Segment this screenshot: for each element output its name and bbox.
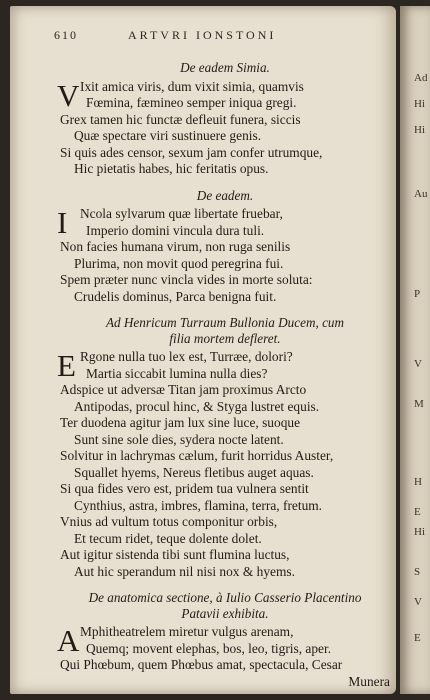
verse-line: Vnius ad vultum totus componitur orbis, (60, 514, 278, 529)
poem-title-line: Ad Henricum Turraum Bullonia Ducem, cum (105, 315, 345, 330)
poem-title-line: De eadem. (196, 187, 254, 203)
adjacent-page-fragment: E (414, 506, 421, 518)
poem-title-line: De eadem Simia. (180, 60, 270, 75)
verse-line: Sunt sine sole dies, sydera nocte latent. (74, 431, 284, 447)
verse-line: Quemq; movent elephas, bos, leo, tigris, aper. (86, 640, 332, 656)
verse-line: Crudelis dominus, Parca benigna fuit. (74, 288, 277, 304)
adjacent-page-fragment: M (414, 398, 424, 410)
drop-cap: A (57, 623, 80, 658)
verse-line: Et tecum ridet, teque dolente dolet. (74, 530, 262, 546)
drop-cap: I (57, 205, 68, 240)
verse-line: Martia siccabit lumina nulla dies? (86, 365, 268, 381)
verse-line: Si qua fides vero est, pridem tua vulnera sentit (60, 481, 309, 496)
poem-title-line: Patavii exhibita. (181, 606, 269, 621)
adjacent-page-fragment: Au (414, 188, 428, 200)
adjacent-page-fragment: V (414, 358, 422, 370)
verse-line: Si quis ades censor, sexum jam confer utrumque, (60, 144, 323, 160)
verse-line: Grex tamen hic functæ defleuit funera, siccis (60, 111, 301, 127)
verse-line: Antipodas, procul hinc, & Styga lustret equis. (74, 398, 320, 414)
adjacent-page-fragment: H (414, 476, 422, 488)
verse-line: Aut igitur sistenda tibi sunt flumina luctus, (60, 547, 290, 562)
page-number: 610 (54, 28, 78, 42)
verse-line: Fœmina, fæmineo semper iniqua gregi. (86, 95, 297, 110)
poem-title-line: De anatomica sectione, à Iulio Casserio Placentino (88, 590, 362, 605)
adjacent-page-fragment: Hi (414, 526, 425, 538)
adjacent-page-fragment: E (414, 632, 421, 644)
adjacent-page-fragment: P (414, 288, 421, 300)
verse-line: Quæ spectare viri sustinuere genis. (74, 128, 262, 143)
verse-line: Munera (348, 673, 390, 689)
poem (57, 348, 390, 580)
verse-line: Plurima, non movit quod peregrina fui. (74, 255, 284, 271)
verse-line: Rgone nulla tuo lex est, Turræe, dolori? (80, 349, 293, 364)
verse-line: Ixit amica viris, dum vixit simia, quamvis (80, 78, 304, 94)
verse-line: Hic pietatis habes, hic feritatis opus. (74, 161, 269, 176)
poem-title (60, 60, 390, 77)
poem-title (60, 315, 390, 347)
poem-title-line: filia mortem defleret. (169, 331, 281, 346)
drop-cap: V (57, 77, 80, 113)
page-text-body (57, 60, 390, 700)
poem-title (60, 590, 390, 622)
running-header (54, 28, 384, 46)
verse-line: Ter duodena agitur jam lux sine luce, suoque (60, 415, 301, 430)
verse-line: Qui Phœbum, quem Phœbus amat, spectacula, Cesar (60, 657, 343, 672)
adjacent-page-edge (400, 6, 430, 694)
adjacent-page-fragment: Hi (414, 124, 425, 136)
adjacent-page-fragment: V (414, 596, 422, 608)
verse-line: Solvitur in lachrymas cælum, furit horridus Auster, (60, 448, 334, 463)
verse-line: Adspice ut adversæ Titan jam proximus Arcto (60, 382, 307, 397)
poem-title (60, 188, 390, 205)
poem (57, 205, 390, 305)
verse-line: Squallet hyems, Nereus fletibus auget aquas. (74, 464, 314, 480)
adjacent-page-fragment: S (414, 566, 421, 578)
poem (57, 77, 390, 178)
adjacent-page-fragment: Ad (414, 72, 428, 84)
verse-line: Ncola sylvarum quæ libertate fruebar, (80, 206, 283, 221)
drop-cap: E (57, 348, 76, 383)
verse-line: Cynthius, astra, imbres, flamina, terra, fretum. (74, 497, 323, 513)
poem (57, 623, 390, 690)
book-page (10, 6, 396, 694)
verse-line: Mphitheatrelem miretur vulgus arenam, (80, 624, 294, 639)
adjacent-page-fragment: Hi (414, 98, 425, 110)
verse-line: Imperio domini vincula dura tuli. (86, 222, 265, 238)
verse-line: Aut hic sperandum nil nisi nox & hyems. (74, 563, 295, 579)
verse-line: Spem præter nunc vincla vides in morte soluta: (60, 272, 313, 287)
verse-line: Non facies humana virum, non ruga senilis (60, 239, 291, 254)
running-title: ARTVRI IONSTONI (128, 28, 277, 42)
